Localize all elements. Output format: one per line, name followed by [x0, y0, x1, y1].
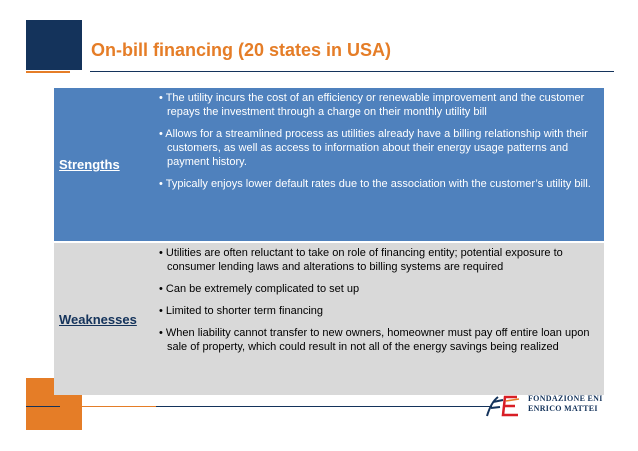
- weaknesses-bullet: • Can be extremely complicated to set up: [159, 283, 360, 295]
- feem-logo-text: [528, 394, 603, 414]
- strengths-row: [54, 88, 604, 241]
- strengths-label: Strengths: [59, 157, 120, 172]
- divider-navy-bottom-left: [26, 406, 60, 407]
- feem-logo-icon: [484, 392, 522, 418]
- logo-line-2: ENRICO MATTEI: [528, 404, 598, 413]
- divider-orange-bottom: [82, 406, 156, 407]
- decorative-navy-block: [26, 20, 82, 70]
- weaknesses-row: [54, 243, 604, 395]
- divider-navy-top: [90, 71, 614, 72]
- weaknesses-bullet: • Utilities are often reluctant to take on role of financing entity; potential exposure to consumer lending laws and alterations to billing systems are required: [159, 247, 563, 273]
- divider-orange-top: [26, 71, 70, 73]
- weaknesses-content: [157, 243, 604, 395]
- swot-table: [54, 88, 604, 395]
- strengths-bullet: • Allows for a streamlined process as utilities already have a billing relationship with their customers, as well as access to information about their energy usage patterns and payment history.: [159, 128, 588, 168]
- feem-logo: [484, 392, 614, 418]
- weaknesses-bullet: • Limited to shorter term financing: [159, 305, 324, 317]
- slide-title: On-bill financing (20 states in USA): [91, 40, 392, 60]
- logo-line-1: FONDAZIONE ENI: [528, 394, 603, 403]
- strengths-content: [157, 88, 604, 241]
- divider-navy-bottom: [156, 406, 492, 407]
- strengths-bullet: • The utility incurs the cost of an efficiency or renewable improvement and the customer repays the investment through a charge on their monthly utility bill: [159, 92, 585, 118]
- weaknesses-label: Weaknesses: [59, 311, 137, 327]
- strengths-bullet: • Typically enjoys lower default rates due to the association with the customer’s utility bill.: [159, 178, 591, 190]
- weaknesses-bullet: • When liability cannot transfer to new owners, homeowner must pay off entire loan upon sale of property, which could result in not all of the energy savings being realized: [159, 327, 590, 353]
